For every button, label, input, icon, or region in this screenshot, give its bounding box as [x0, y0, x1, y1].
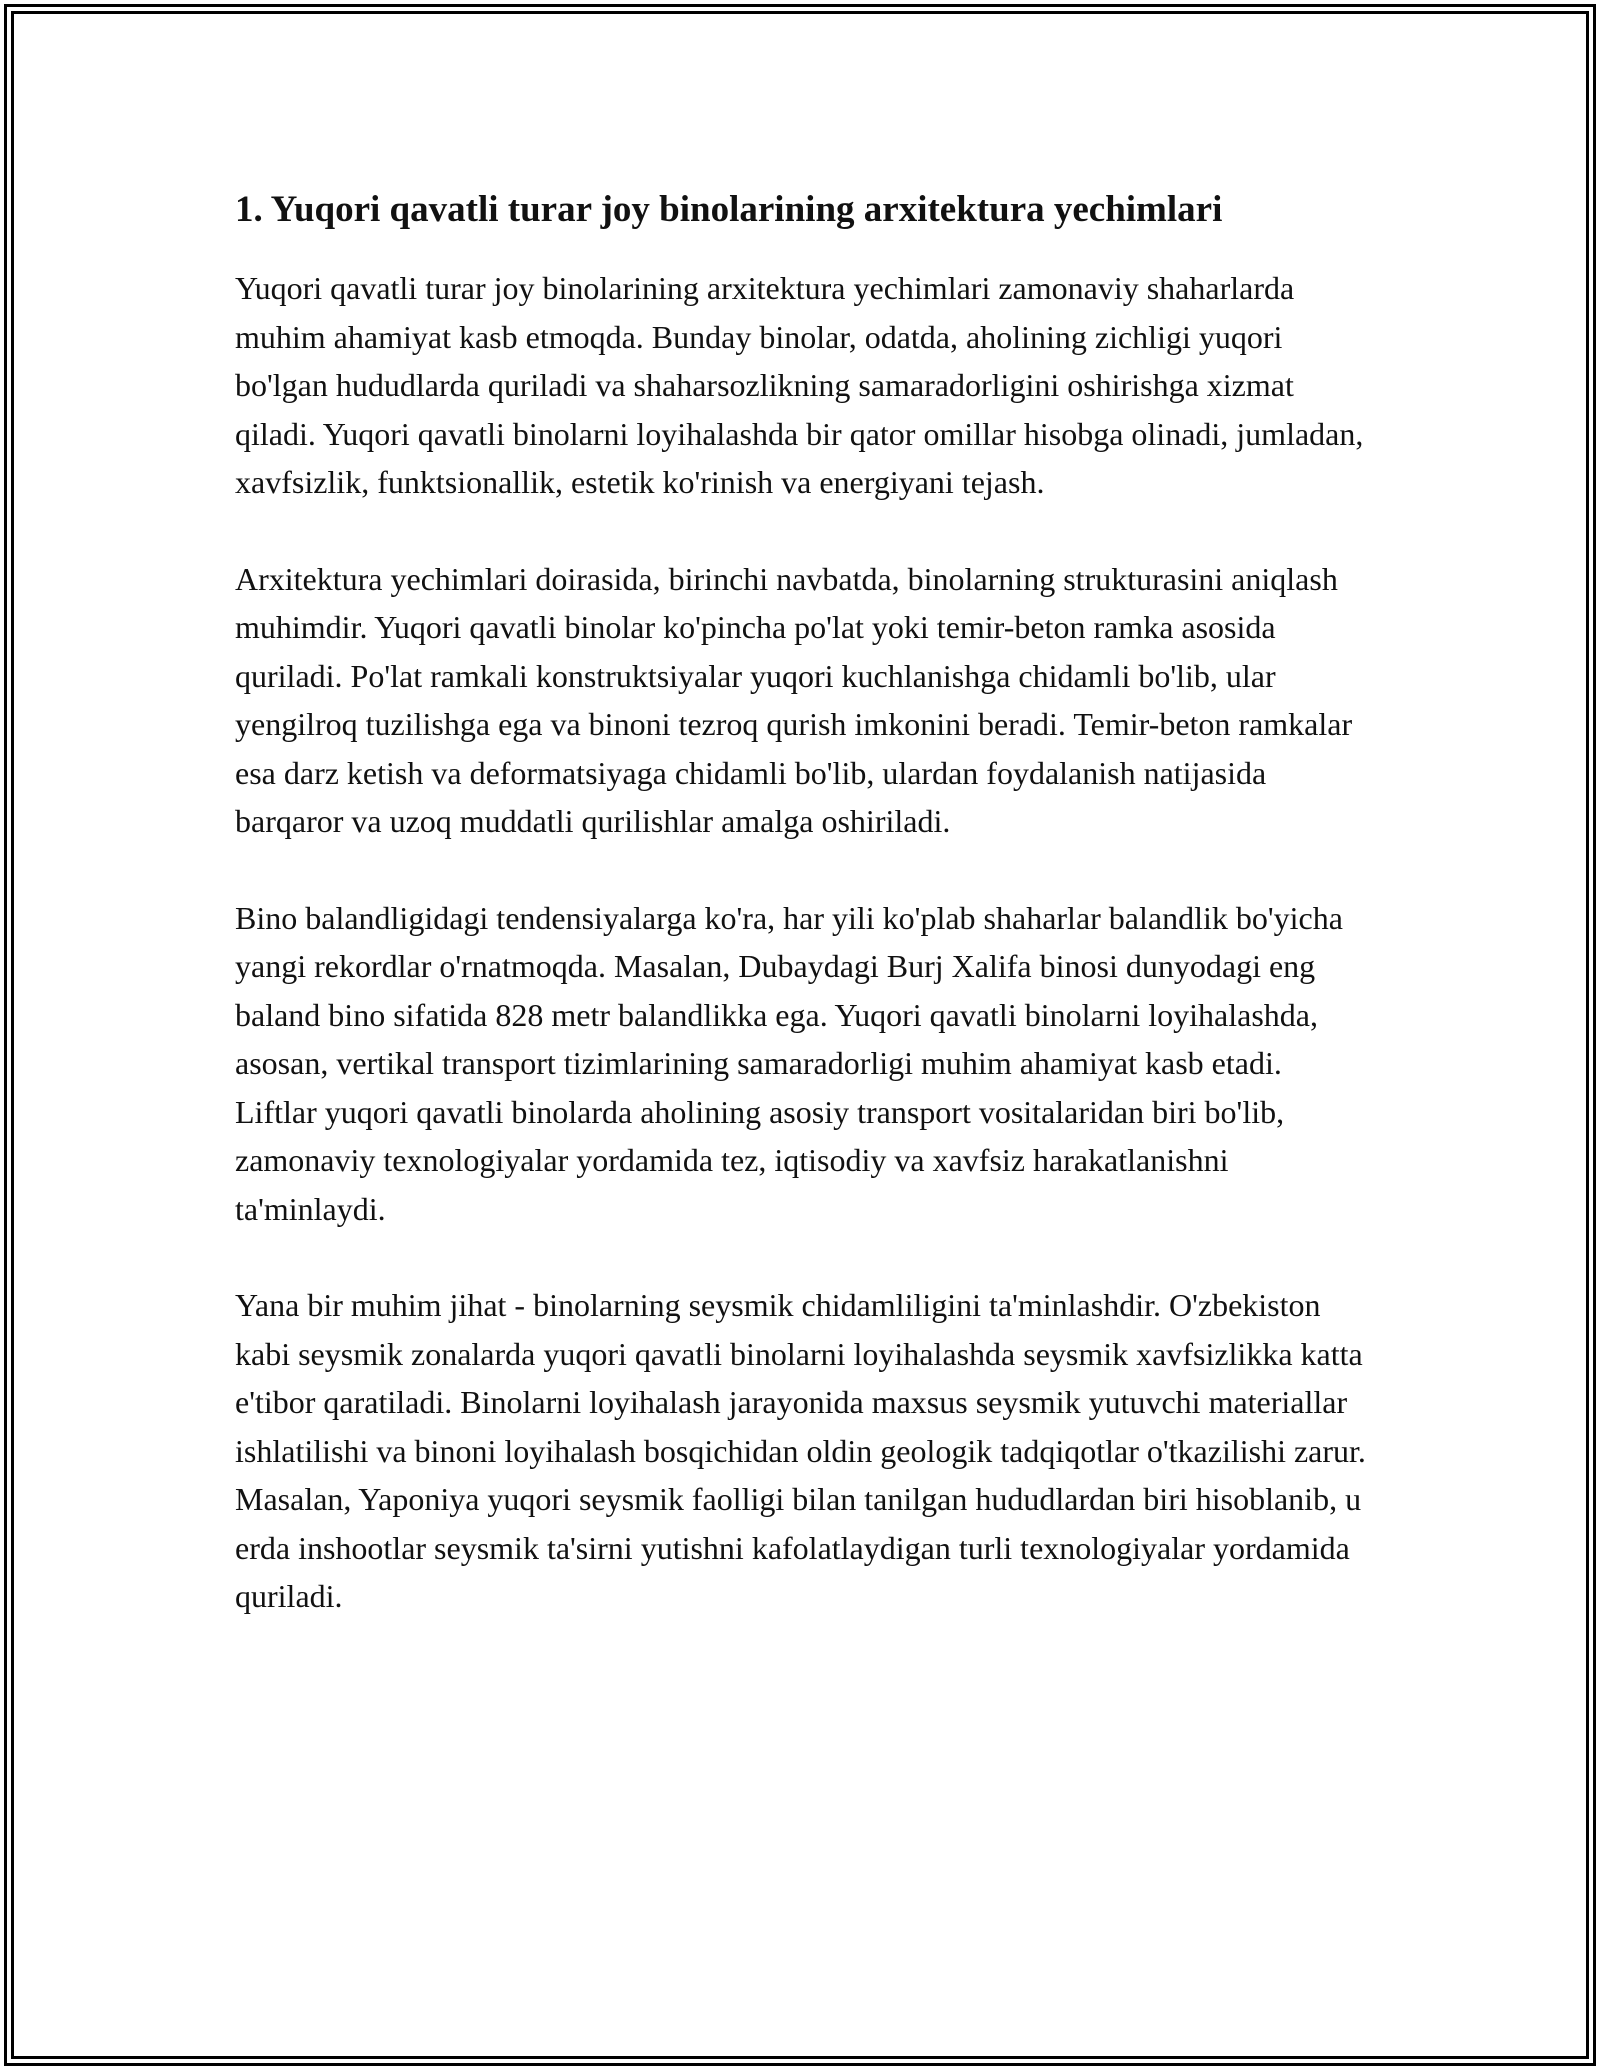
paragraph-3: Bino balandligidagi tendensiyalarga ko'ra, har yili ko'plab shaharlar balandlik bo'yicha yangi rekordlar o'rnatmoqda. Masalan, Dubaydagi Burj Xalifa binosi dunyodagi eng baland bino sifatida 828 metr balandlikka ega. Yuqori qavatli binolarni loyihalashda, asosan, vertikal transport tizimlarining samaradorligi muhim ahamiyat kasb etadi. Liftlar yuqori qavatli binolarda aholining asosiy transport vositalaridan biri bo'lib, zamonaviy texnologiyalar yordamida tez, iqtisodiy va xavfsiz harakatlanishni ta'minlaydi. [235, 899, 1343, 1227]
paragraph-1: Yuqori qavatli turar joy binolarining arxitektura yechimlari zamonaviy shaharlarda muhim ahamiyat kasb etmoqda. Bunday binolar, odatda, aholining zichligi yuqori bo'lgan hududlarda quriladi va shaharsozlikning samaradorligini oshirishga xizmat qiladi. Yuqori qavatli binolarni loyihalashda bir qator omillar hisobga olinadi, jumladan, xavfsizlik, funktsionallik, estetik ko'rinish va energiyani tejash. [235, 270, 1364, 500]
paragraph-2: Arxitektura yechimlari doirasida, birinchi navbatda, binolarning strukturasini aniqlash muhimdir. Yuqori qavatli binolar ko'pincha po'lat yoki temir-beton ramka asosida quriladi. Po'lat ramkali konstruktsiyalar yuqori kuchlanishga chidamli bo'lib, ular yengilroq tuzilishga ega va binoni tezroq qurish imkonini beradi. Temir-beton ramkalar esa darz ketish va deformatsiyaga chidamli bo'lib, ulardan foydalanish natijasida barqaror va uzoq muddatli qurilishlar amalga oshiriladi. [235, 560, 1353, 839]
paragraph-4: Yana bir muhim jihat - binolarning seysmik chidamliligini ta'minlashdir. O'zbekiston kabi seysmik zonalarda yuqori qavatli binolarni loyihalashda seysmik xavfsizlikka katta e'tibor qaratiladi. Binolarni loyihalash jarayonida maxsus seysmik yutuvchi materiallar ishlatilishi va binoni loyihalash bosqichidan oldin geologik tadqiqotlar o'tkazilishi zarur. Masalan, Yaponiya yuqori seysmik faolligi bilan tanilgan hududlardan biri hisoblanib, u erda inshootlar seysmik ta'sirni yutishni kafolatlaydigan turli texnologiyalar yordamida quriladi. [235, 1287, 1366, 1614]
section-heading: 1. Yuqori qavatli turar joy binolarining arxitektura yechimlari [235, 189, 1223, 230]
document-body [235, 186, 1370, 1669]
